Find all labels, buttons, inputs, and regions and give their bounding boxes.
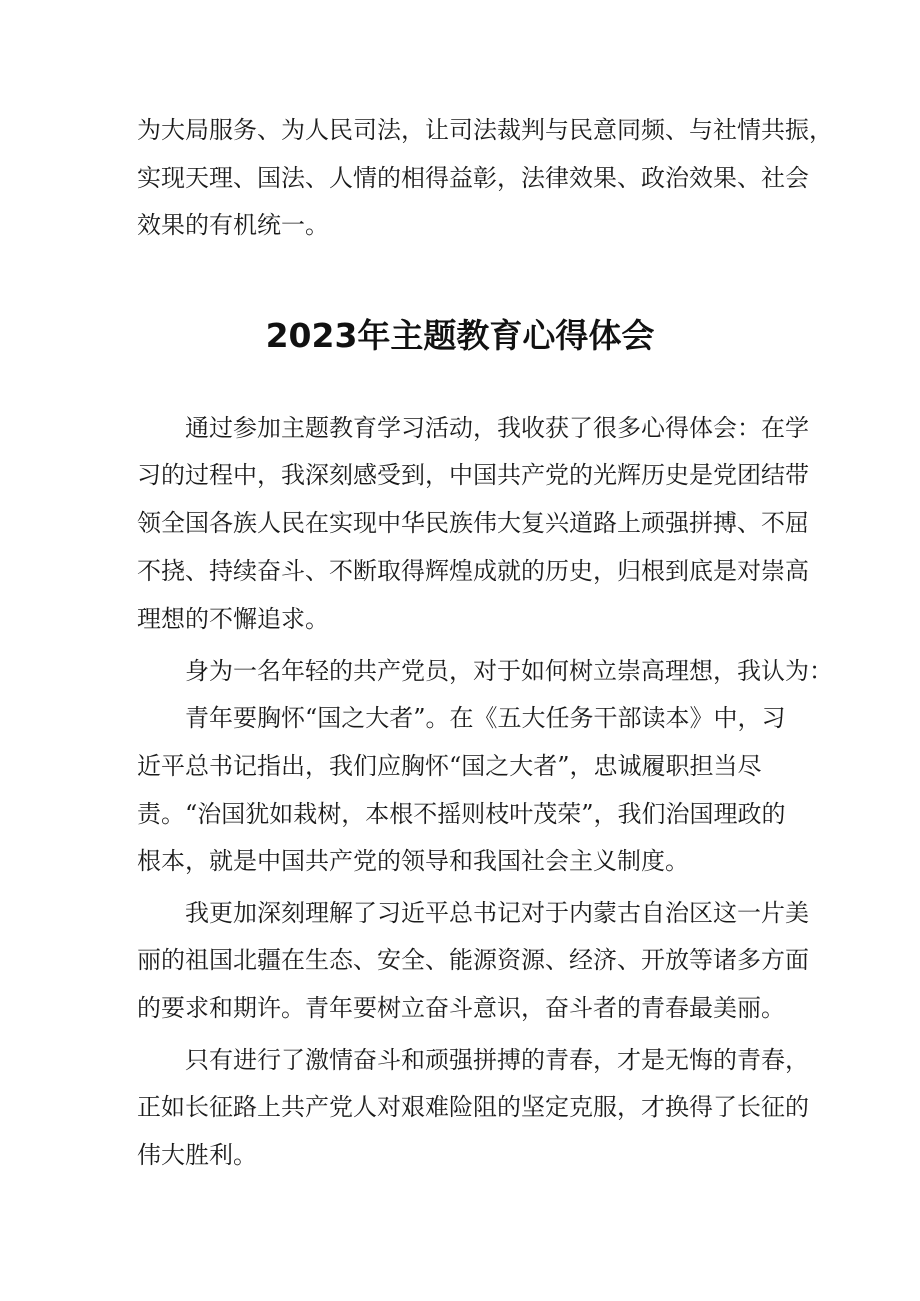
paragraph-line: 领全国各族人民在实现中华民族伟大复兴道路上顽强拼搏、不屈 xyxy=(137,509,809,537)
paragraph-line: 我更加深刻理解了习近平总书记对于内蒙古自治区这一片美 xyxy=(185,899,809,927)
intro-line: 实现天理、国法、人情的相得益彰，法律效果、政治效果、社会 xyxy=(137,164,809,192)
paragraph-line: 正如长征路上共产党人对艰难险阻的坚定克服，才换得了长征的 xyxy=(137,1093,809,1121)
paragraph-line: 丽的祖国北疆在生态、安全、能源资源、经济、开放等诸多方面 xyxy=(137,946,809,974)
intro-line: 效果的有机统一。 xyxy=(137,211,329,239)
paragraph-line: 近平总书记指出，我们应胸怀“国之大者”，忠诚履职担当尽 xyxy=(137,752,762,780)
document-title: 2023年主题教育心得体会 xyxy=(265,316,655,355)
paragraph-line: 的要求和期许。青年要树立奋斗意识，奋斗者的青春最美丽。 xyxy=(137,994,785,1022)
paragraph-line: 责。“治国犹如栽树，本根不摇则枝叶茂荣”，我们治国理政的 xyxy=(137,800,786,828)
intro-line: 为大局服务、为人民司法，让司法裁判与民意同频、与社情共振， xyxy=(137,116,833,144)
paragraph-line: 理想的不懈追求。 xyxy=(137,605,329,633)
paragraph-line: 青年要胸怀“国之大者”。在《五大任务干部读本》中，习 xyxy=(185,704,786,732)
paragraph-line: 只有进行了激情奋斗和顽强拼搏的青春，才是无悔的青春， xyxy=(185,1046,809,1074)
paragraph-line: 通过参加主题教育学习活动，我收获了很多心得体会：在学 xyxy=(185,414,809,442)
paragraph-line: 伟大胜利。 xyxy=(137,1141,257,1169)
paragraph-line: 习的过程中，我深刻感受到，中国共产党的光辉历史是党团结带 xyxy=(137,461,809,489)
paragraph-line: 不挠、持续奋斗、不断取得辉煌成就的历史，归根到底是对崇高 xyxy=(137,557,809,585)
paragraph-line: 根本，就是中国共产党的领导和我国社会主义制度。 xyxy=(137,847,689,875)
paragraph-line: 身为一名年轻的共产党员，对于如何树立崇高理想，我认为： xyxy=(185,657,833,685)
